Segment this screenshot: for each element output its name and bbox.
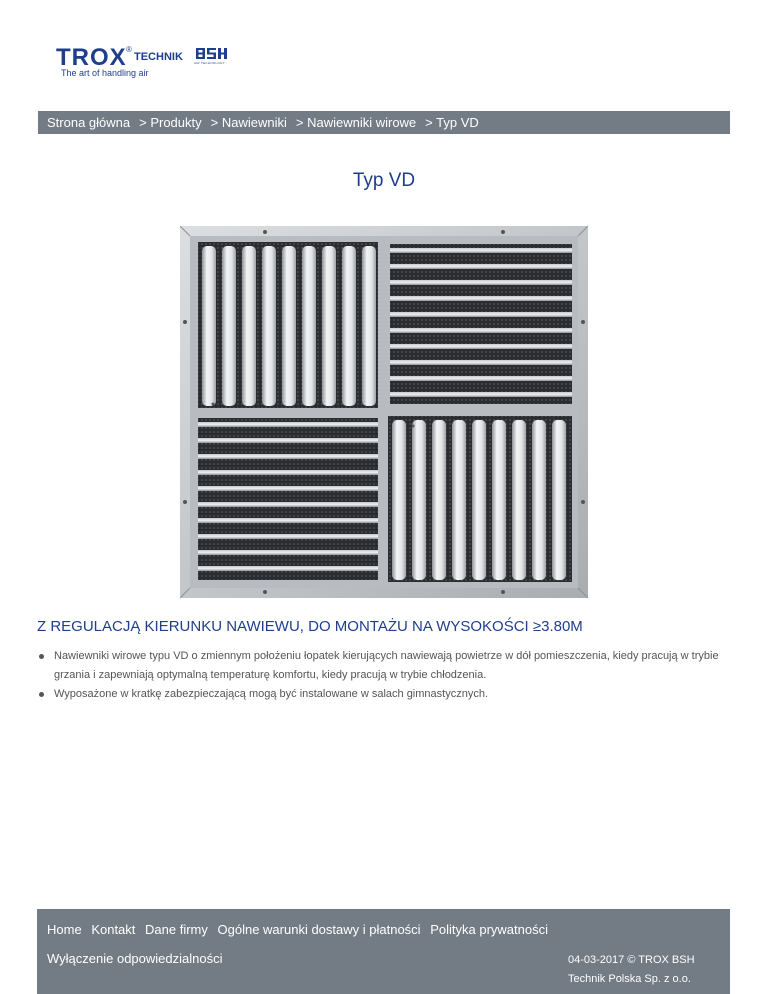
bullet-icon — [39, 692, 44, 697]
footer — [37, 909, 730, 994]
breadcrumb-nawiewniki[interactable]: > Nawiewniki — [210, 115, 287, 130]
list-item — [37, 685, 737, 704]
product-image — [180, 226, 588, 598]
logo-tagline: The art of handling air — [61, 68, 149, 78]
trox-logo[interactable] — [56, 44, 246, 80]
breadcrumb-nawiewniki-wirowe[interactable]: > Nawiewniki wirowe — [295, 115, 417, 130]
logo-technik-text: TECHNIK — [134, 51, 183, 63]
footer-link-warunki[interactable]: Ogólne warunki dostawy i płatności — [217, 922, 421, 937]
footer-link-kontakt[interactable]: Kontakt — [91, 922, 136, 937]
footer-link-dane-firmy[interactable]: Dane firmy — [145, 922, 208, 937]
feature-list — [37, 647, 737, 704]
breadcrumb-current: > Typ VD — [425, 115, 479, 130]
breadcrumb-home[interactable]: Strona główna — [47, 115, 131, 130]
list-item-text: Wyposażone w kratkę zabezpieczającą mogą być instalowane w salach gimnastycznych. — [54, 688, 489, 700]
footer-links — [47, 922, 554, 937]
copyright-line-1: 04-03-2017 © TROX BSH — [568, 954, 695, 966]
footer-copyright — [568, 951, 728, 989]
list-item-text: Nawiewniki wirowe typu VD o zmiennym położeniu łopatek kierujących nawiewają powietrze w dół pomieszczenia, kiedy pracują w trybie grzania i zapewniają optymalną temperaturę komfortu, kiedy pracują w trybie chłodzenia. — [54, 650, 719, 681]
breadcrumb-produkty[interactable]: > Produkty — [139, 115, 202, 130]
page-title: Typ VD — [352, 170, 416, 191]
logo-registered-mark: ® — [126, 45, 132, 54]
bullet-icon — [39, 654, 44, 659]
footer-link-polityka[interactable]: Polityka prywatności — [430, 922, 548, 937]
copyright-line-2: Technik Polska Sp. z o.o. — [568, 973, 691, 985]
footer-link-disclaimer[interactable]: Wyłączenie odpowiedzialności — [47, 951, 223, 966]
footer-link-home[interactable]: Home — [47, 922, 82, 937]
product-subtitle: Z REGULACJĄ KIERUNKU NAWIEWU, DO MONTAŻU NA WYSOKOŚCI ≥3.80M — [37, 618, 583, 635]
logo-trox-text: TROX — [56, 44, 127, 71]
breadcrumb — [38, 111, 730, 134]
logo-partner-subtext: AIR TECHNOLOGY — [194, 61, 225, 65]
list-item — [37, 647, 737, 685]
